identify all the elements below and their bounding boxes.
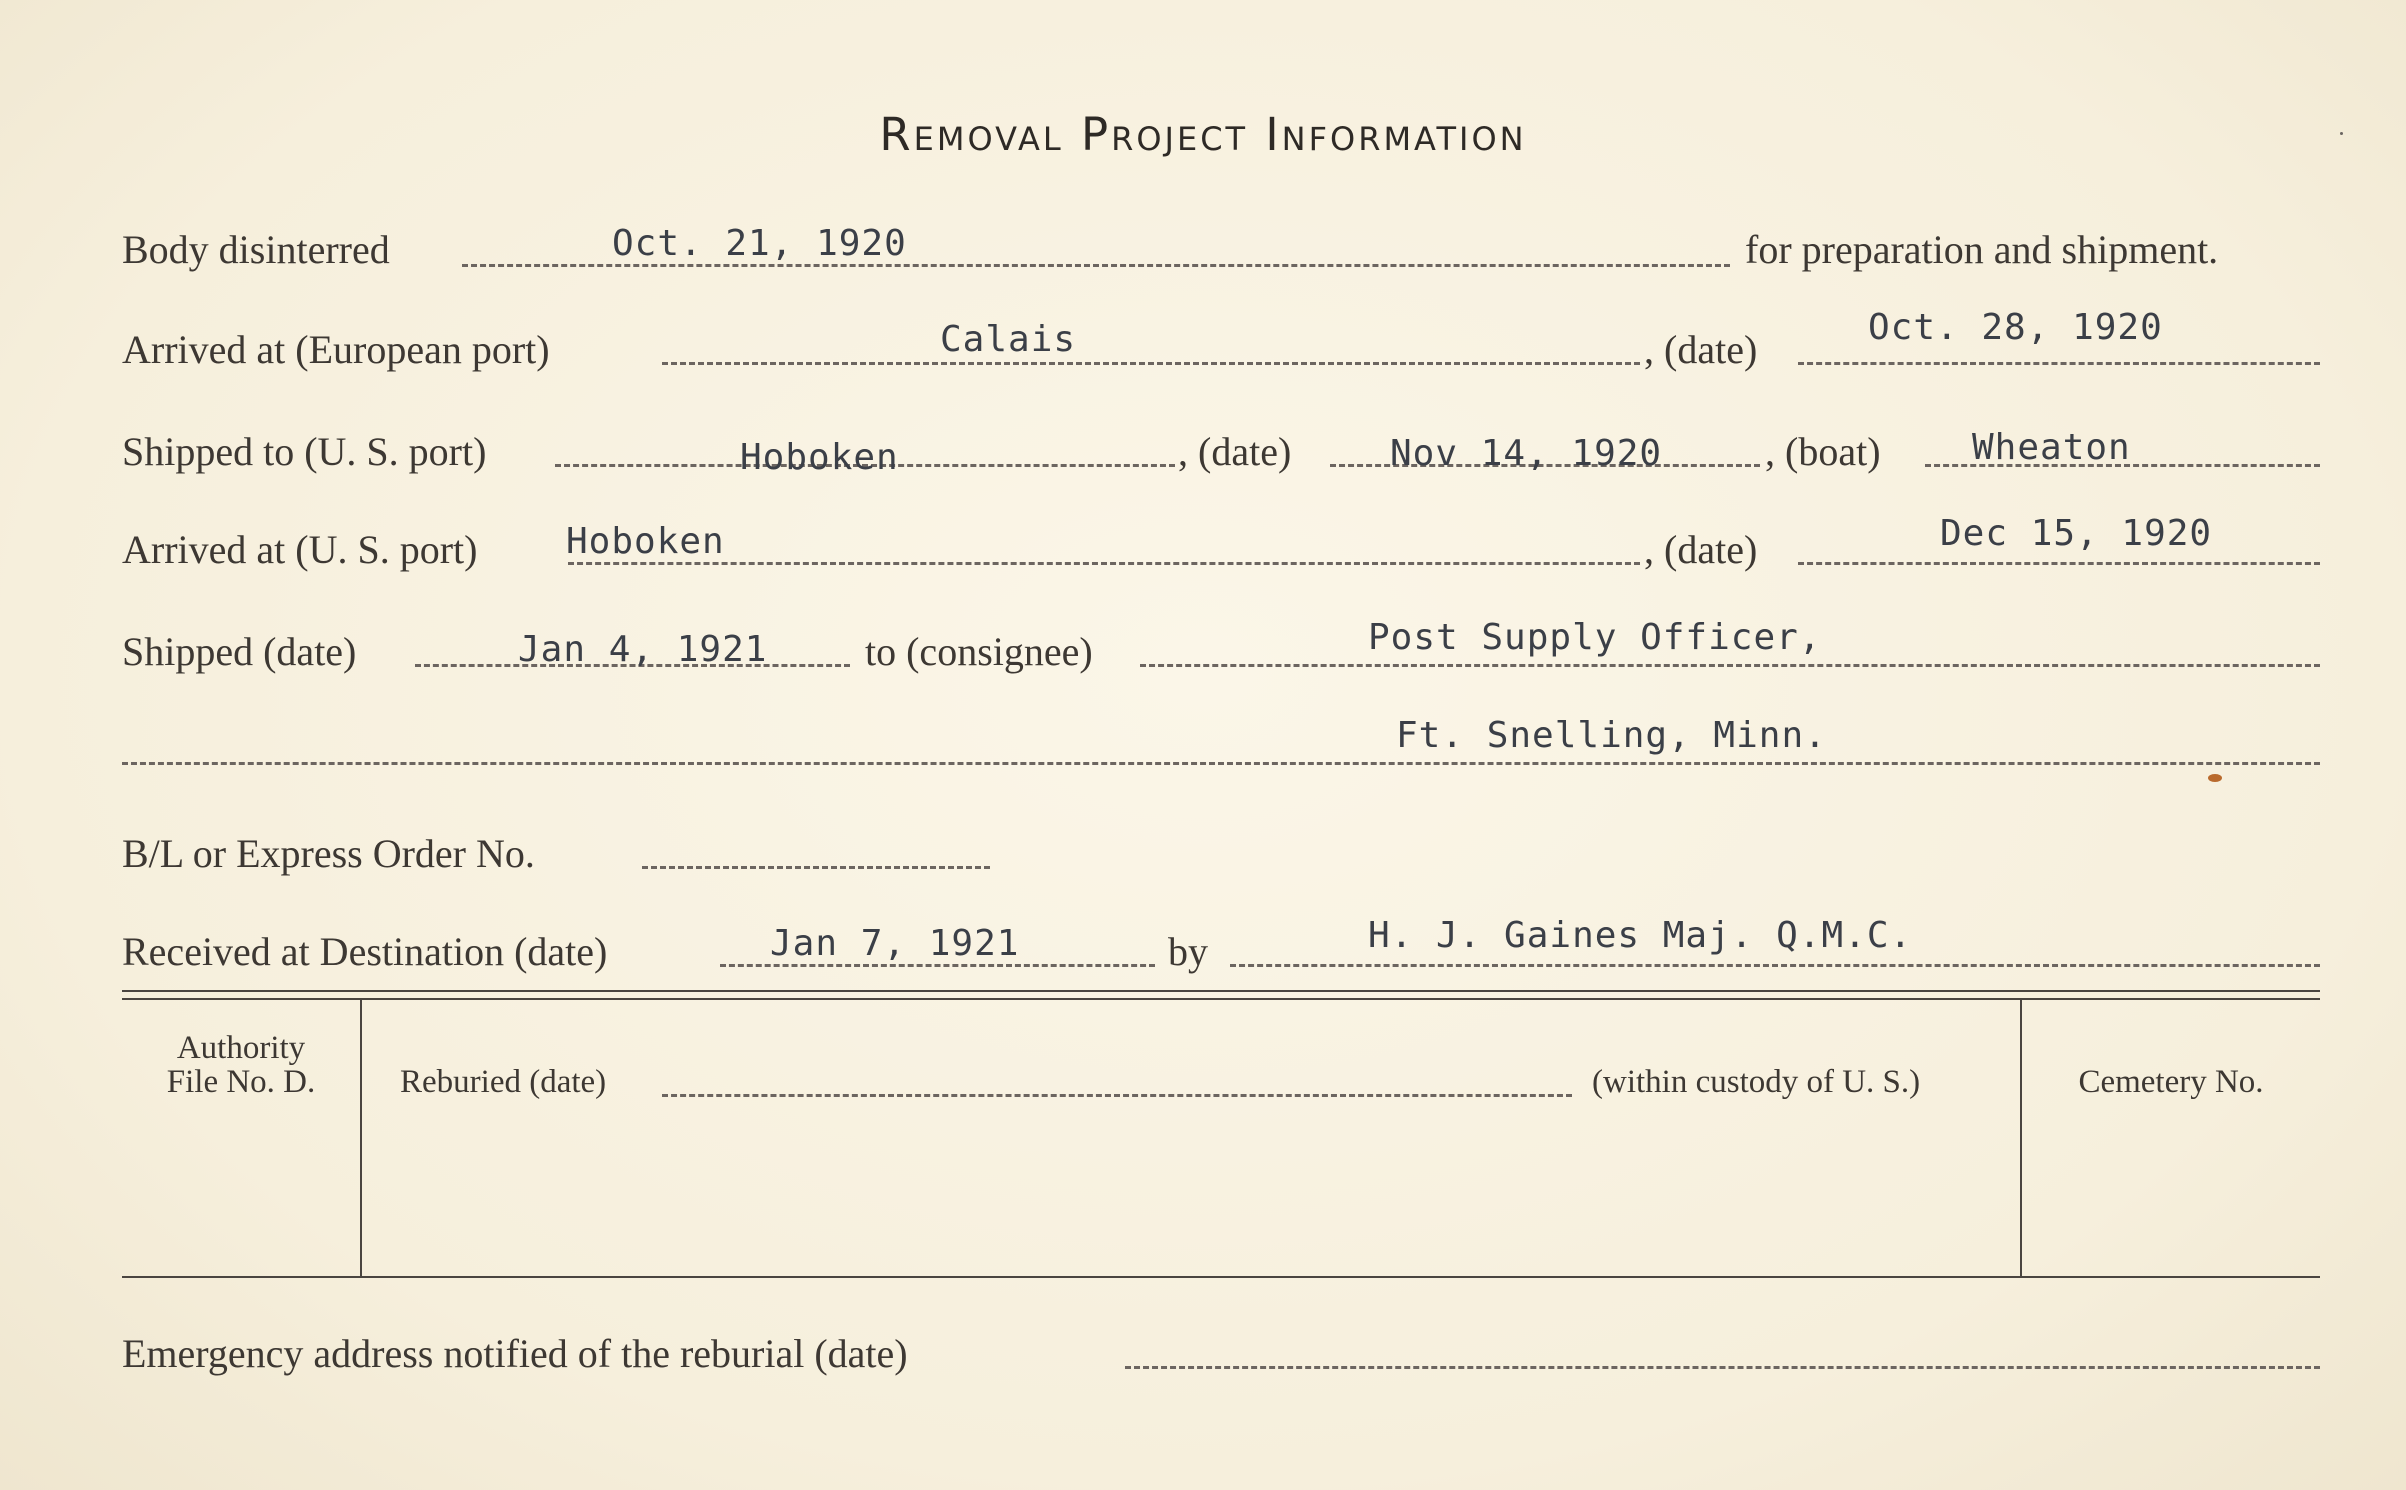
shipped-us-date-label: , (date) (1178, 429, 1292, 474)
consignee-label: to (consignee) (865, 629, 1093, 674)
shipped-label: Shipped (date) (122, 629, 357, 674)
eu-port-date-line (1798, 362, 2320, 365)
eu-port-label: Arrived at (European port) (122, 327, 550, 372)
consignee-line1: Post Supply Officer, (1368, 617, 1822, 658)
reburied-label: Reburied (date) (400, 1064, 607, 1100)
boat-value: Wheaton (1972, 427, 2131, 468)
eu-port-line (662, 362, 1640, 365)
reburied-line (662, 1094, 1572, 1097)
shipped-us-date: Nov 14, 1920 (1390, 433, 1663, 474)
arrived-us-date: Dec 15, 1920 (1940, 513, 2213, 554)
consignee-continuation-line (122, 762, 2320, 765)
eu-port-date: Oct. 28, 1920 (1868, 307, 2163, 348)
table-divider-right (2020, 1000, 2022, 1276)
paper-speck (2208, 774, 2222, 782)
disinterred-label: Body disinterred (122, 227, 390, 272)
received-by-line (1230, 964, 2320, 967)
boat-label: , (boat) (1765, 429, 1881, 474)
consignee-line (1140, 664, 2320, 667)
bl-label: B/L or Express Order No. (122, 831, 535, 876)
table-top-rule-inner (122, 998, 2320, 1000)
custody-label: (within custody of U. S.) (1592, 1064, 1921, 1100)
eu-port-value: Calais (940, 319, 1077, 360)
card-title: Removal Project Information (879, 108, 1527, 161)
by-label: by (1168, 929, 1208, 974)
table-divider-left (360, 1000, 362, 1276)
table-top-rule (122, 990, 2320, 992)
cemetery-label: Cemetery No. (2078, 1064, 2264, 1100)
table-bottom-rule (122, 1276, 2320, 1278)
paper-speck (2340, 132, 2343, 135)
arrived-us-label: Arrived at (U. S. port) (122, 527, 478, 572)
arrived-us-date-label: , (date) (1644, 527, 1758, 572)
consignee-line2: Ft. Snelling, Minn. (1396, 715, 1827, 756)
shipped-date: Jan 4, 1921 (518, 629, 768, 670)
bl-line (642, 866, 990, 869)
disinterred-suffix: for preparation and shipment. (1745, 227, 2219, 272)
authority-line1: Authority (176, 1030, 306, 1066)
received-label: Received at Destination (date) (122, 929, 608, 974)
disinterred-value: Oct. 21, 1920 (612, 223, 907, 264)
arrived-us-value: Hoboken (566, 521, 725, 562)
authority-line2: File No. D. (166, 1064, 316, 1100)
received-date: Jan 7, 1921 (770, 923, 1020, 964)
disinterred-line (462, 264, 1730, 267)
shipped-us-label: Shipped to (U. S. port) (122, 429, 487, 474)
arrived-us-line (568, 562, 1640, 565)
emergency-label: Emergency address notified of the reburial (date) (122, 1331, 908, 1376)
arrived-us-date-line (1798, 562, 2320, 565)
shipped-us-value: Hoboken (740, 437, 899, 478)
received-by: H. J. Gaines Maj. Q.M.C. (1368, 915, 1913, 956)
eu-port-date-label: , (date) (1644, 327, 1758, 372)
received-date-line (720, 964, 1155, 967)
emergency-line (1125, 1366, 2320, 1369)
